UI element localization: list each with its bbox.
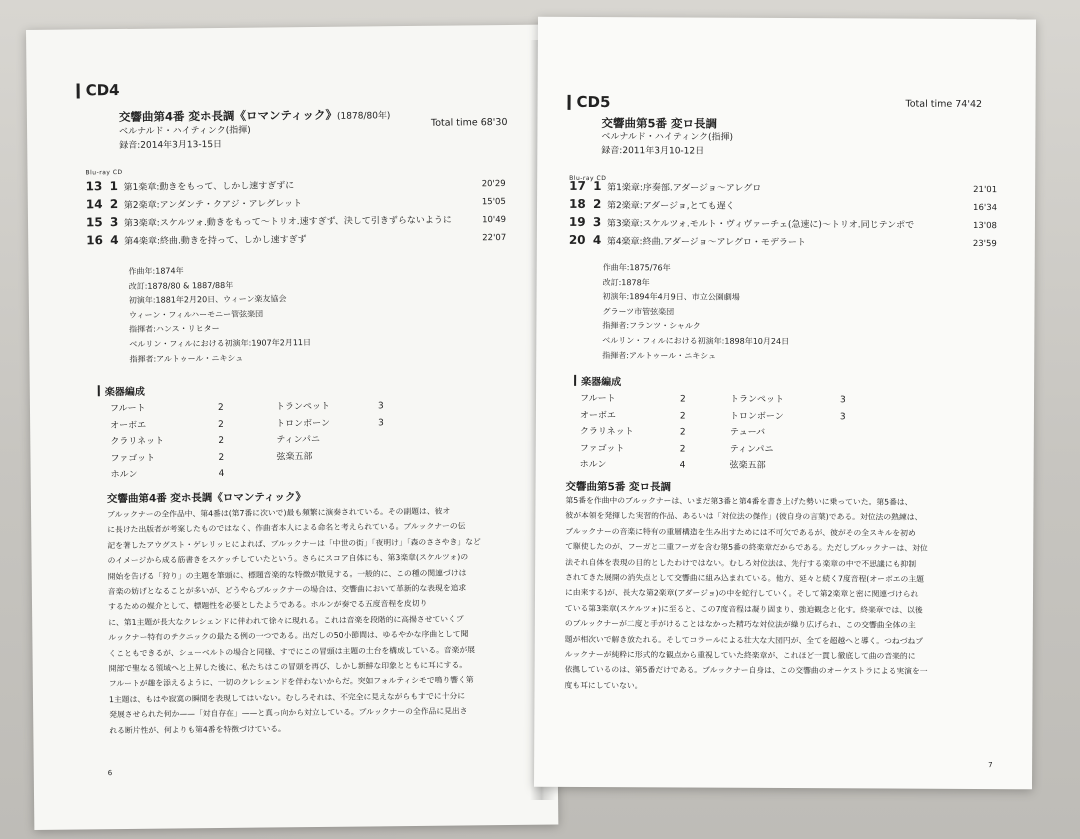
cd-track-number: 2 [109,197,119,212]
instrument-name: ファゴット [110,453,156,464]
instrument-count: 2 [679,427,686,438]
conductor: ベルナルド・ハイティンク(指揮) [119,125,251,138]
instrument-count: 3 [377,401,384,412]
credits [601,130,733,159]
cd-label: CD4 [85,81,120,100]
cd-track-number: 1 [593,178,602,194]
essay-line: ルックナーが純粋に形式的な観点から重視していた終楽章が、これほど一貫し徹底して曲の音楽的に [564,649,916,661]
disc-header: Blu-ray CD [85,168,123,177]
essay-line: 彼が本領を発揮した実習的作品、あるいは「対位法の傑作」(彼自身の言葉)である。対位法の熟練は、 [565,511,923,523]
right-page [534,17,1036,790]
instrument-count: 2 [217,402,224,414]
essay-line: 題が相次いで解き放たれる。そしてコラールによる壮大な大団円が、全てを超越へと導く。つねづねブ [564,634,924,646]
cd-track-number: 3 [109,215,119,230]
track-title: 第1楽章:動きをもって、しかし速すぎずに [123,181,295,193]
instrument-name: テューバ [729,427,766,438]
essay-line: ルックナー特有のテクニックの最たる例の一つである。出だしの50小節間は、ゆるやかな序曲として聞 [108,629,469,643]
cd-track-number: 3 [592,214,602,230]
bluray-track-number: 15 [85,215,103,230]
info-line: 指揮者:フランツ・シャルク [602,321,701,331]
instrument-name: オーボエ [110,420,147,431]
instrument-name: ホルン [110,469,138,481]
instrumentation-title: 楽器編成 [581,376,622,389]
essay-body [564,493,1003,696]
info-line: ベルリン・フィルにおける初演年:1898年10月24日 [602,336,790,346]
instrument-row [580,440,880,458]
track-duration: 21'01 [973,184,998,196]
essay-line: に由来する)が、長大な第2楽章(アダージョ)の中を蛇行していく。そして第2楽章と密に関連づけられ [564,588,919,600]
track-title: 第2楽章:アダージョ,とても遅く [607,201,735,212]
info-line: 作曲年:1875/76年 [602,263,671,273]
info-line: 改訂:1878/80 & 1887/88年 [128,280,234,291]
info-line: 指揮者:アルトゥール・ニキシュ [602,350,717,361]
bluray-track-number: 19 [568,214,586,229]
instrument-count: 2 [218,435,225,447]
instrument-row [580,391,880,409]
heading-bar [98,385,100,396]
essay-line: て駆使したのが、フーガと二重フーガを含む第5番の終楽章だからである。ただしブルックナーは、対位 [565,542,928,553]
track-title: 第4楽章:終曲.アダージョ～アレグロ・モデラート [606,237,806,249]
info-line: 指揮者:ハンス・リヒター [129,324,220,335]
essay-line: ブルックナーの全作品中、第4番は(第7番に次いで)最も頻繁に演奏されている。その副題は、彼オ [107,506,451,520]
essay-line: に、第1主題が長大なクレシェンドに伴われて徐々に現れる。これは音楽を段階的に高揚させていくブ [108,614,464,628]
instrument-count: 2 [679,410,686,421]
essay-title: 交響曲第5番 変ロ長調 [565,480,672,494]
cd-label: CD5 [576,92,611,112]
essay-line: 度も耳にしていない。 [564,680,643,691]
instrument-table [580,391,880,475]
essay-line: 音楽の妨げとなることが多いが、どうやらブルックナーの場合は、交響曲において革新的な表現を追求 [107,583,467,597]
page-number: 6 [107,769,113,778]
essay-line: 法それ自体を表現の目的としたわけではない。むしろ対位法は、先行する楽章の中で不思議にも抑制 [565,557,917,569]
info-line: 指揮者:アルトゥール・ニキシュ [129,353,244,364]
essay-line: れる断片性が、何よりも第4番を特徴づけている。 [109,724,286,735]
instrument-name: ホルン [579,459,607,471]
info-line: ウィーン・フィルハーモニー管弦楽団 [128,309,264,320]
instrument-name: 弦楽五部 [276,451,313,462]
cd-heading [77,81,120,99]
essay-line: するための媒介として、標題性を必要としたようである。ホルンが奏でる五度音程を皮切り [108,599,428,612]
track-title: 第4楽章:終曲.動きを持って、しかし速すぎず [124,235,307,247]
bluray-track-number: 14 [85,197,103,212]
essay-line: 依拠しているのは、第5番だけである。ブルックナー自身は、この交響曲のオーケストラによる実演を一 [564,665,928,677]
essay-line: に長けた出版者が考案したものではなく、作曲者本人による命名と考えられている。ブルックナーの伝 [107,521,466,535]
essay-line: 開始を告げる「狩り」の主題を筆頭に、標題音楽的な特徴が散見する。一般的に、この種の関連づけは [107,568,467,581]
cd-heading [568,93,611,111]
page-number: 7 [988,761,993,770]
track-row [569,215,997,235]
track-title: 第3楽章:スケルツォ.モルト・ヴィヴァーチェ(急速に)～トリオ.同じテンポで [606,219,915,231]
essay-line: フルートが趣を添えるように、一切のクレシェンドを伴わないからだ。突如フォルティシモで鳴り響く第 [108,675,474,689]
track-list [86,175,507,251]
instrument-count: 4 [679,460,686,471]
instrument-name: トロンボーン [729,411,784,422]
instrument-name: ティンパニ [729,444,774,455]
track-duration: 10'49 [481,214,507,226]
essay-line: のブルックナーが二度と手がけることはなかった精巧な対位法が繰り広げられ、この交響曲全体の主 [564,619,916,630]
essay-line: 1主題は、もはや寂寞の瞬間を表現してはいない。むしろそれは、不完全に見えながらもすでに十分に [108,691,466,705]
heading-bar [77,83,80,98]
premiere-info [128,263,311,367]
bluray-track-number: 20 [568,232,586,247]
premiere-info [602,261,789,364]
track-row [569,233,997,253]
info-line: 作曲年:1874年 [128,266,184,276]
instrument-count: 2 [679,443,686,454]
instrument-count: 2 [679,394,686,405]
cd-track-number: 4 [592,232,602,248]
instrument-name: フルート [109,403,146,415]
instrument-count: 2 [218,452,225,463]
instrumentation-title: 楽器編成 [104,386,145,399]
instrument-name: ファゴット [579,443,625,454]
instrument-name: 弦楽五部 [729,460,766,471]
work-title [119,106,391,125]
essay-line: のイメージから成る筋書きをスケッチしていたという。さらにスコア自体にも、第3楽章(スケルツォ)の [107,552,469,566]
track-list [569,179,997,253]
instrument-count: 3 [378,417,384,428]
instrument-name: クラリネット [110,436,165,448]
track-duration: 22'07 [482,232,507,244]
essay-title: 交響曲第4番 変ホ長調《ロマンティック》 [106,491,307,506]
bluray-track-number: 18 [569,196,586,211]
info-line: ベルリン・フィルにおける初演年:1907年2月11日 [129,338,312,349]
instrument-row [580,457,880,475]
essay-body [107,503,537,739]
track-title: 第2楽章:アンダンテ・クアジ・アレグレット [123,199,303,211]
instrument-name: トランペット [729,394,785,405]
credits [119,124,251,153]
instrumentation-heading [574,373,621,388]
track-row [569,179,997,199]
info-line: 初演年:1894年4月9日、市立公園劇場 [602,292,740,302]
track-duration: 20'29 [481,178,506,190]
cd-track-number: 4 [110,233,119,248]
track-duration: 16'34 [973,202,998,214]
essay-line: ブルックナーの音楽に特有の重層構造を生み出すためには不可欠であるが、彼がその全スキルを初め [565,526,916,538]
info-line: 改訂:1878年 [602,277,650,287]
bluray-track-number: 13 [85,179,103,194]
work-year: (1878/80年) [336,111,391,122]
total-time: Total time 68'30 [430,116,508,129]
track-row [569,197,997,217]
track-title: 第3楽章:スケルツォ.動きをもって～トリオ.速すぎず、決して引きずらないように [123,215,452,229]
instrument-name: クラリネット [579,426,634,438]
instrument-count: 3 [839,411,846,422]
disc-header: Blu-ray CD [569,174,607,183]
essay-line: 開部で聖なる領域へと上昇した後に、私たちはこの冒頭を再び、しかし新鮮な印象とともに耳にする。 [108,660,468,674]
instrument-name: オーボエ [579,410,616,421]
essay-line: くこともできるが、シューベルトの場合と同様、すでにこの冒頭は主題の土台を構成している。音楽が展 [108,644,476,658]
recording-date: 録音:2011年3月10-12日 [601,146,705,157]
total-time: Total time 74'42 [905,98,983,111]
essay-line: ている第3楽章(スケルツォ)に至ると、この7度音程は凝り固まり、強迫観念と化す。終楽章では、以後 [564,603,923,615]
conductor: ベルナルド・ハイティンク(指揮) [601,132,734,143]
info-line: グラーツ市管弦楽団 [602,306,675,317]
recording-date: 録音:2014年3月13-15日 [119,139,223,152]
essay-line: 第5番を作曲中のブルックナーは、いまだ第3番と第4番を書き上げた勢いに乗っていた。第5番は、 [565,495,913,507]
left-page [26,25,558,830]
instrument-row [580,407,880,425]
instrumentation-heading [98,383,145,398]
track-duration: 13'08 [972,220,997,232]
cd-track-number: 2 [593,196,602,212]
track-duration: 15'05 [481,196,506,208]
track-duration: 23'59 [972,238,997,250]
work-title: 交響曲第5番 変ロ長調 [601,116,718,131]
instrument-name: トランペット [275,401,331,413]
info-line: 初演年:1881年2月20日、ウィーン楽友協会 [128,294,287,306]
instrument-name: フルート [579,393,616,405]
instrument-name: トロンボーン [276,418,331,429]
cd-track-number: 1 [109,179,119,194]
instrument-row [580,424,880,442]
bluray-track-number: 17 [569,178,586,193]
essay-line: されてきた展開の消失点として交響曲に組み込まれている。他方、延々と続く7度音程(オーボエの主題 [565,572,924,584]
track-row [86,229,506,251]
bluray-track-number: 16 [86,233,103,248]
instrument-count: 4 [218,468,225,480]
track-title: 第1楽章:序奏部.アダージョ～アレグロ [607,183,762,194]
work-title-text: 交響曲第4番 変ホ長調《ロマンティック》 [118,107,338,125]
essay-line: 記を著したアウグスト・ゲレリッヒによれば、ブルックナーは「中世の街」「夜明け」「森のささやき」など [107,537,481,550]
instrument-count: 3 [839,395,846,406]
instrument-row [111,464,411,484]
essay-line: 発展させられた何か——「対自存在」——と真っ向から対立している。ブルックナーの全作品に見出さ [109,706,468,720]
instrument-table [110,398,411,484]
heading-bar [568,94,571,109]
instrument-name: ティンパニ [276,434,321,446]
instrument-count: 2 [218,419,224,430]
heading-bar [574,375,576,386]
